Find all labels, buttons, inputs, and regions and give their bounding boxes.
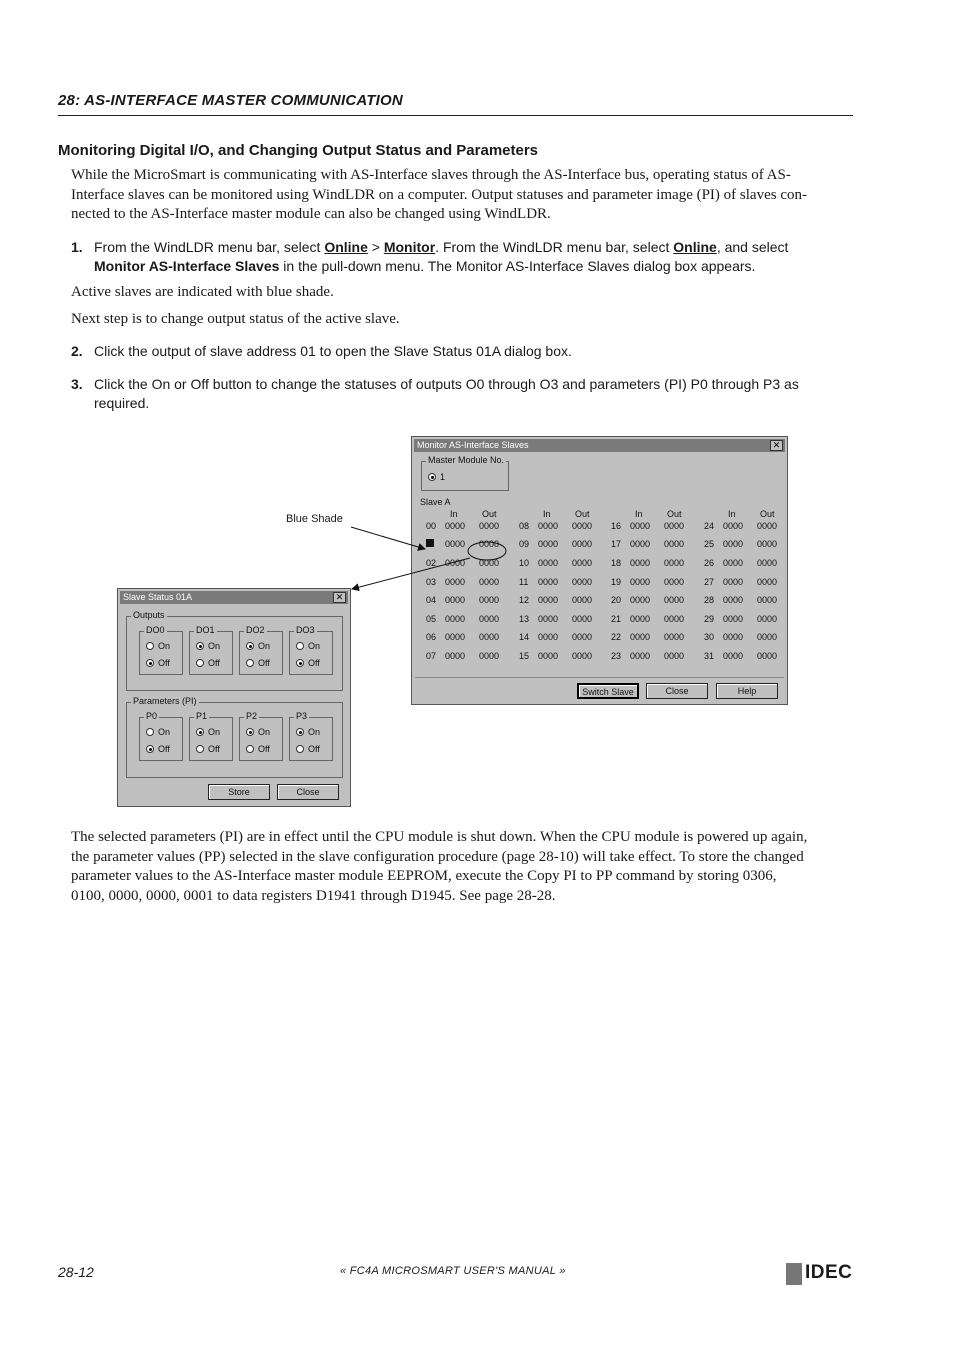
group-label: P1 [196,711,208,721]
slave-output-value[interactable]: 0000 [757,632,778,642]
menu-online: Online [324,239,368,255]
slave-output-value[interactable]: 0000 [572,539,593,549]
radio-label: On [258,727,271,737]
slave-output-value[interactable]: 0000 [757,577,778,587]
slave-address: 22 [611,632,622,642]
slave-output-value[interactable]: 0000 [479,558,500,568]
closing-line: The selected parameters (PI) are in effect until the CPU module is shut down. When the CPU module is powered up again, [71,829,808,845]
slave-input-value[interactable]: 0000 [630,558,651,568]
step-number: 2. [71,343,83,359]
note-active-slaves: Active slaves are indicated with blue shade. [71,284,334,300]
slave-input-value[interactable]: 0000 [538,651,559,661]
group-label: DO3 [296,625,315,635]
menu-monitor-as-interface: Monitor AS-Interface Slaves [94,258,280,274]
section-title: Monitoring Digital I/O, and Changing Output Status and Parameters [58,142,539,159]
step-number: 1. [71,239,83,255]
slave-output-value[interactable]: 0000 [479,651,500,661]
slave-output-value[interactable]: 0000 [664,539,685,549]
slave-input-value[interactable]: 0000 [445,558,466,568]
step-text: , and select [716,239,789,255]
slave-address: 12 [519,595,530,605]
column-header-out: Out [760,509,775,519]
slave-input-value[interactable]: 0000 [723,595,744,605]
slave-address: 03 [426,577,437,587]
radio-label: 1 [440,472,446,482]
radio-label: Off [208,744,220,754]
slave-output-value[interactable]: 0000 [572,595,593,605]
slave-address: 04 [426,595,437,605]
group-label: P0 [146,711,158,721]
slave-input-value[interactable]: 0000 [445,614,466,624]
brand-name: IDEC [805,1262,853,1283]
slave-output-value[interactable]: 0000 [572,651,593,661]
slave-address: 23 [611,651,622,661]
closing-paragraph [71,828,861,906]
slave-input-value[interactable]: 0000 [630,521,651,531]
step-text: required. [94,395,150,411]
slave-address: 13 [519,614,530,624]
slave-address: 10 [519,558,530,568]
radio-label: On [308,727,321,737]
slave-address: 05 [426,614,437,624]
slave-input-value[interactable]: 0000 [445,539,466,549]
slave-output-value[interactable]: 0000 [757,521,778,531]
close-icon[interactable]: ✕ [333,592,346,603]
slave-input-value[interactable]: 0000 [538,558,559,568]
slave-output-value[interactable]: 0000 [664,577,685,587]
note-next-step: Next step is to change output status of the active slave. [71,311,400,327]
slave-input-value[interactable]: 0000 [630,539,651,549]
slave-output-value[interactable]: 0000 [664,614,685,624]
slave-address: 19 [611,577,622,587]
slave-output-value[interactable]: 0000 [479,577,500,587]
close-button[interactable]: Close [277,784,339,800]
slave-address: 02 [426,558,437,568]
slave-address: 06 [426,632,437,642]
step-text: in the pull-down menu. The Monitor AS-Interface Slaves dialog box appears. [279,258,756,274]
slave-address: 20 [611,595,622,605]
group-label: P3 [296,711,308,721]
slave-output-value[interactable]: 0000 [664,632,685,642]
slave-address: 21 [611,614,622,624]
slave-output-value[interactable]: 0000 [664,651,685,661]
radio-label: Off [308,658,320,668]
slave-input-value[interactable]: 0000 [538,577,559,587]
output-highlight-ellipse [468,542,506,560]
radio-label: Off [208,658,220,668]
slave-output-value[interactable]: 0000 [757,651,778,661]
slave-address: 11 [519,577,529,587]
group-label: Parameters (PI) [133,696,197,706]
slave-input-value[interactable]: 0000 [538,521,559,531]
step-text: . From the WindLDR menu bar, select [435,239,674,255]
slave-input-value[interactable]: 0000 [723,558,744,568]
slave-output-value[interactable]: 0000 [664,558,685,568]
intro-line: Interface slaves can be monitored using WindLDR on a computer. Output statuses and parameter image (PI) of slaves con- [71,186,807,203]
column-header-out: Out [575,509,590,519]
slave-address: 07 [426,651,437,661]
slave-address: 29 [704,614,715,624]
slave-address: 24 [704,521,715,531]
radio-label: Off [258,658,270,668]
radio-label: On [208,641,221,651]
slave-output-value[interactable]: 0000 [757,595,778,605]
slave-input-value[interactable]: 0000 [723,632,744,642]
step-number: 3. [71,376,83,392]
closing-line: parameter values to the AS-Interface master module EEPROM, execute the Copy PI to PP command by storing 0306, [71,868,777,884]
slave-address: 17 [611,539,622,549]
slave-address: 25 [704,539,715,549]
slave-output-value[interactable]: 0000 [479,614,500,624]
menu-separator: > [367,239,384,255]
slave-input-value[interactable]: 0000 [630,632,651,642]
slave-output-value[interactable]: 0000 [664,595,685,605]
slave-output-value[interactable]: 0000 [479,632,500,642]
logo-bar-icon [786,1263,802,1285]
slave-address: 28 [704,595,715,605]
radio-label: Off [158,658,170,668]
column-header-in: In [728,509,736,519]
dialog-title: Monitor AS-Interface Slaves [417,440,529,450]
slave-input-value[interactable]: 0000 [538,614,559,624]
slave-input-value[interactable]: 0000 [445,651,466,661]
column-header-out: Out [482,509,497,519]
slave-input-value[interactable]: 0000 [723,577,744,587]
page-number: 28-12 [58,1264,94,1280]
group-label: Outputs [133,610,165,620]
slave-output-value[interactable]: 0000 [572,632,593,642]
slave-input-value[interactable]: 0000 [445,577,466,587]
chapter-header: 28: AS-INTERFACE MASTER COMMUNICATION [58,92,403,109]
radio-label: Off [158,744,170,754]
slave-address: 00 [426,521,437,531]
group-label: Master Module No. [428,455,505,465]
slave-input-value[interactable]: 0000 [630,577,651,587]
blue-shade-callout: Blue Shade [286,513,343,525]
slave-output-value[interactable]: 0000 [479,521,500,531]
column-header-in: In [635,509,643,519]
slave-output-value[interactable]: 0000 [572,558,593,568]
slave-input-value[interactable]: 0000 [723,651,744,661]
slave-output-value[interactable]: 0000 [664,521,685,531]
store-button[interactable]: Store [208,784,270,800]
slave-address: 08 [519,521,530,531]
menu-online: Online [673,239,717,255]
slave-input-value[interactable]: 0000 [445,521,466,531]
close-icon[interactable]: ✕ [770,440,783,451]
slave-a-label: Slave A [420,497,451,507]
step-text: Click the output of slave address 01 to open the Slave Status 01A dialog box. [94,343,572,359]
column-header-in: In [543,509,551,519]
slave-address: 09 [519,539,530,549]
slave-address: 30 [704,632,715,642]
callout-line-shade [351,527,425,549]
slave-output-value[interactable]: 0000 [757,558,778,568]
slave-address: 26 [704,558,715,568]
step-text: Click the On or Off button to change the statuses of outputs O0 through O3 and parameters (PI) P0 through P3 as [94,376,799,392]
slave-input-value[interactable]: 0000 [538,539,559,549]
slave-input-value[interactable]: 0000 [538,595,559,605]
slave-input-value[interactable]: 0000 [723,521,744,531]
slave-address: 15 [519,651,530,661]
slave-input-value[interactable]: 0000 [630,614,651,624]
slave-output-value[interactable]: 0000 [479,595,500,605]
group-label: DO0 [146,625,165,635]
group-label: DO1 [196,625,215,635]
callout-line-dialog [352,558,470,589]
radio-label: On [308,641,321,651]
intro-line: nected to the AS-Interface master module can also be changed using WindLDR. [71,206,551,222]
slave-input-value[interactable]: 0000 [445,632,466,642]
close-button[interactable]: Close [646,683,708,699]
slave-input-value[interactable]: 0000 [723,539,744,549]
slave-address: 18 [611,558,622,568]
slave-address: 16 [611,521,622,531]
column-header-out: Out [667,509,682,519]
manual-title: « FC4A MICROSMART USER'S MANUAL » [340,1265,566,1277]
slave-input-value[interactable]: 0000 [723,614,744,624]
slave-output-value[interactable]: 0000 [572,521,593,531]
slave-address: 31 [704,651,715,661]
slave-output-value[interactable]: 0000 [572,614,593,624]
radio-label: Off [308,744,320,754]
radio-label: On [258,641,271,651]
step-text: From the WindLDR menu bar, select [94,239,325,255]
radio-label: On [208,727,221,737]
slave-output-value[interactable]: 0000 [479,539,500,549]
slave-output-value[interactable]: 0000 [572,577,593,587]
radio-label: On [158,727,171,737]
menu-monitor: Monitor [383,239,436,255]
slave-output-value[interactable]: 0000 [757,614,778,624]
slave-address: 27 [704,577,715,587]
slave-input-value[interactable]: 0000 [538,632,559,642]
radio-label: On [158,641,171,651]
idec-logo [786,1262,854,1286]
group-label: P2 [246,711,258,721]
switch-slave-button[interactable]: Switch Slave [577,683,639,699]
slave-output-value[interactable]: 0000 [757,539,778,549]
closing-line: 0100, 0000, 0000, 0001 to data registers D1941 through D1945. See page 28-28. [71,887,556,904]
column-header-in: In [450,509,458,519]
intro-line: While the MicroSmart is communicating with AS-Interface slaves through the AS-Interface bus, operating status of AS- [71,167,791,183]
slave-input-value[interactable]: 0000 [445,595,466,605]
slave-input-value[interactable]: 0000 [630,595,651,605]
slave-address: 14 [519,632,530,642]
slave-input-value[interactable]: 0000 [630,651,651,661]
help-button[interactable]: Help [716,683,778,699]
closing-line: the parameter values (PP) selected in the slave configuration procedure (page 28-10) will take effect. To store the changed [71,848,804,865]
group-label: DO2 [246,625,265,635]
dialog-title: Slave Status 01A [123,592,193,602]
radio-label: Off [258,744,270,754]
